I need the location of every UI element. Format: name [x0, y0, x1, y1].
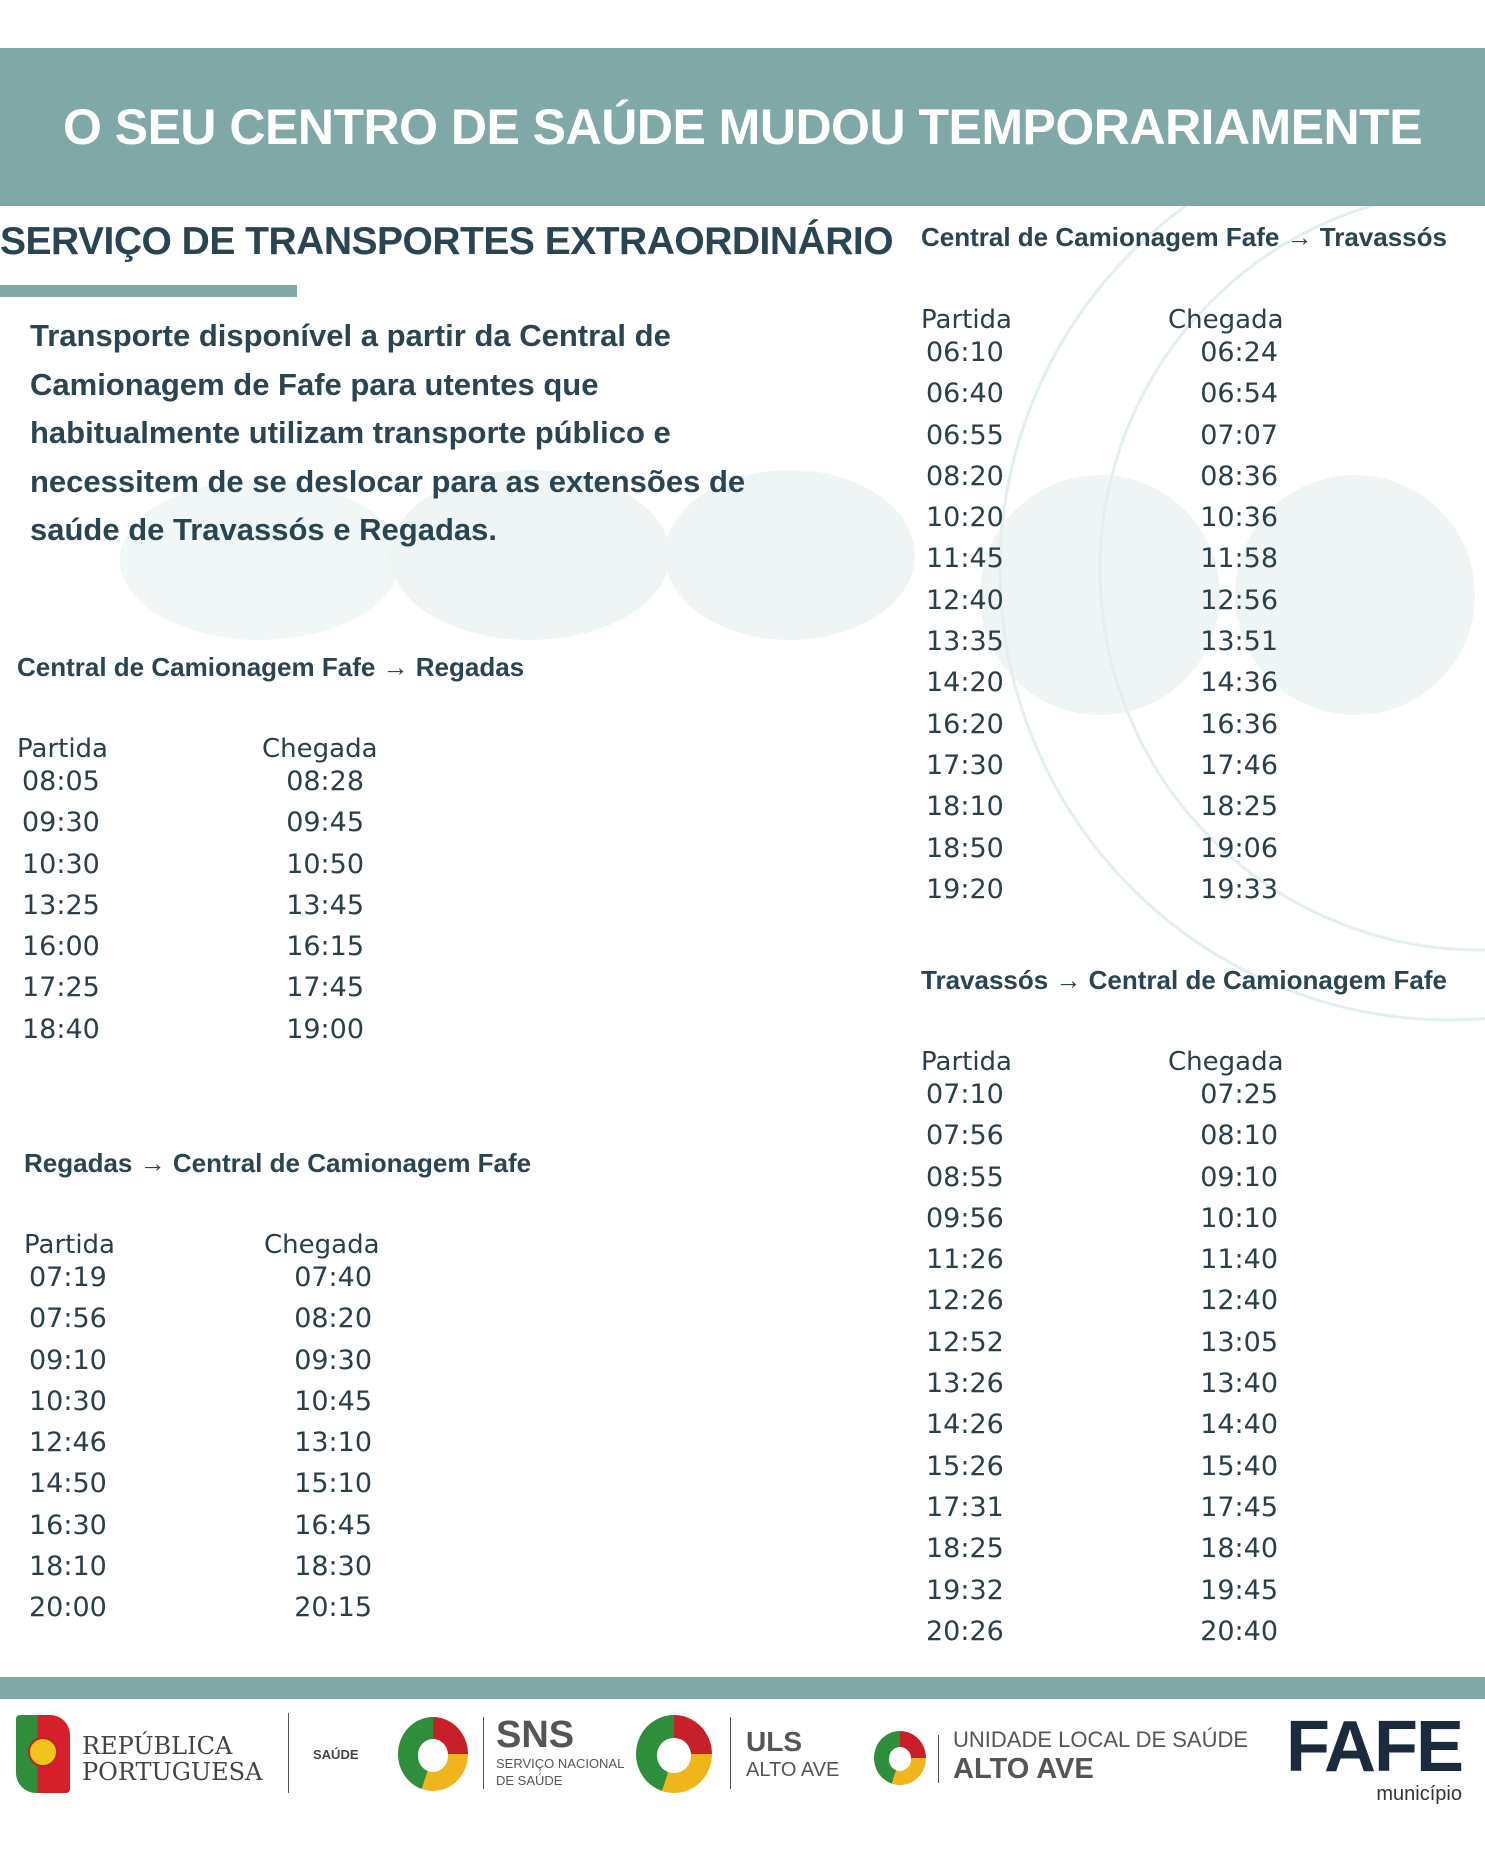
table-row	[921, 1162, 1278, 1203]
arrival-time: 13:10	[294, 1427, 372, 1459]
arrival-time: 15:10	[294, 1468, 372, 1500]
departure-time: 13:25	[22, 889, 100, 921]
arrival-time: 09:10	[1200, 1161, 1278, 1193]
table-row	[921, 1327, 1278, 1368]
uls-logo	[746, 1727, 839, 1783]
table-row	[921, 626, 1278, 667]
departure-time: 17:31	[926, 1491, 1004, 1523]
schedule-title: Regadas → Central de Camionagem Fafe	[24, 1148, 532, 1178]
arrival-header: Chegada	[1168, 1047, 1284, 1077]
arrival-header: Chegada	[1168, 305, 1284, 335]
departure-time: 14:20	[926, 667, 1004, 699]
divider	[483, 1717, 484, 1789]
departure-header: Partida	[921, 1047, 1012, 1077]
departure-time: 20:26	[926, 1615, 1004, 1647]
uls-alto-ave-logo-icon	[874, 1731, 926, 1785]
table-row	[921, 791, 1278, 832]
logo-text: DE SAÚDE	[496, 1773, 563, 1788]
footer-bar	[0, 1677, 1485, 1699]
departure-time: 12:52	[926, 1326, 1004, 1358]
table-row	[17, 807, 364, 848]
fafe-municipio-logo	[1272, 1707, 1462, 1806]
table-row	[921, 1409, 1278, 1450]
logo-text: SNS	[496, 1714, 575, 1756]
arrival-time: 08:10	[1200, 1120, 1278, 1152]
logo-text: ALTO AVE	[746, 1759, 840, 1781]
table-row	[921, 420, 1278, 461]
table-row	[921, 1451, 1278, 1492]
arrival-time: 09:30	[294, 1344, 372, 1376]
arrival-time: 12:40	[1200, 1285, 1278, 1317]
table-row	[921, 667, 1278, 708]
table-row	[921, 1203, 1278, 1244]
table-row	[24, 1303, 372, 1344]
arrival-time: 13:40	[1200, 1368, 1278, 1400]
logo-text: ULS	[746, 1726, 802, 1757]
departure-time: 15:26	[926, 1450, 1004, 1482]
departure-time: 13:35	[926, 626, 1004, 658]
departure-time: 06:10	[926, 337, 1004, 368]
table-row	[17, 931, 364, 972]
arrival-time: 18:25	[1200, 791, 1278, 823]
table-row	[921, 585, 1278, 626]
logo-text: FAFE	[1285, 1707, 1462, 1787]
logo-text: SERVIÇO NACIONAL	[496, 1756, 625, 1771]
departure-time: 07:19	[29, 1262, 107, 1293]
departure-time: 19:20	[926, 873, 1004, 905]
arrival-time: 10:45	[294, 1385, 372, 1417]
table-row	[24, 1262, 372, 1303]
republica-portuguesa-logo	[82, 1733, 262, 1785]
arrival-time: 10:10	[1200, 1202, 1278, 1234]
departure-time: 18:10	[926, 791, 1004, 823]
departure-time: 10:30	[22, 848, 100, 880]
arrival-time: 16:45	[294, 1509, 372, 1541]
schedule-title: Central de Camionagem Fafe → Travassós	[921, 222, 1447, 252]
unidade-local-logo	[953, 1727, 1248, 1785]
arrival-time: 20:40	[1200, 1615, 1278, 1647]
table-row	[921, 378, 1278, 419]
departure-time: 17:25	[22, 972, 100, 1004]
departure-time: 18:10	[29, 1551, 107, 1583]
departure-time: 17:30	[926, 749, 1004, 781]
table-row	[921, 833, 1278, 874]
divider	[288, 1713, 289, 1793]
logo-text: município	[1376, 1783, 1462, 1805]
departure-time: 07:56	[926, 1120, 1004, 1152]
arrival-time: 16:15	[286, 931, 364, 963]
intro-text: Transporte disponível a partir da Central de Camionagem de Fafe para utentes que habitualmente utilizam transporte público e necessitem de se deslocar para as extensões de saúde de Travassós e Regadas.	[30, 318, 746, 547]
departure-time: 16:00	[22, 931, 100, 963]
departure-time: 08:55	[926, 1161, 1004, 1193]
table-row	[921, 543, 1278, 584]
arrival-time: 19:00	[286, 1013, 364, 1045]
divider	[730, 1717, 731, 1789]
table-row	[921, 874, 1278, 915]
departure-header: Partida	[921, 305, 1012, 335]
table-row	[17, 890, 364, 931]
title-underline	[0, 285, 297, 297]
departure-time: 14:50	[29, 1468, 107, 1500]
schedule-title: Central de Camionagem Fafe → Regadas	[17, 652, 525, 682]
departure-time: 12:40	[926, 584, 1004, 616]
departure-time: 12:46	[29, 1427, 107, 1459]
departure-time: 06:55	[926, 419, 1004, 451]
departure-time: 08:05	[22, 766, 100, 797]
arrival-time: 14:40	[1200, 1409, 1278, 1441]
table-row	[921, 750, 1278, 791]
table-row	[17, 972, 364, 1013]
departure-time: 11:45	[926, 543, 1004, 575]
table-row	[921, 337, 1278, 378]
departure-time: 10:20	[926, 502, 1004, 534]
saude-label: SAÚDE	[313, 1747, 359, 1762]
arrival-time: 19:06	[1200, 832, 1278, 864]
schedule-regadas-fafe	[24, 1148, 532, 1624]
departure-time: 12:26	[926, 1285, 1004, 1317]
arrival-time: 15:40	[1200, 1450, 1278, 1482]
divider	[938, 1735, 939, 1783]
arrival-time: 08:36	[1200, 460, 1278, 492]
arrival-time: 20:15	[294, 1592, 372, 1624]
departure-time: 09:10	[29, 1344, 107, 1376]
departure-time: 20:00	[29, 1592, 107, 1624]
table-row	[921, 1533, 1278, 1574]
arrival-header: Chegada	[264, 1230, 380, 1260]
departure-time: 18:25	[926, 1533, 1004, 1565]
schedule-title: Travassós → Central de Camionagem Fafe	[921, 965, 1447, 995]
departure-header: Partida	[24, 1230, 115, 1260]
arrival-time: 17:46	[1200, 749, 1278, 781]
table-row	[24, 1592, 372, 1633]
table-row	[921, 1079, 1278, 1120]
departure-time: 08:20	[926, 460, 1004, 492]
table-row	[921, 1616, 1278, 1657]
table-row	[921, 1575, 1278, 1616]
departure-time: 09:30	[22, 807, 100, 839]
arrival-time: 12:56	[1200, 584, 1278, 616]
sns-logo-icon	[398, 1717, 468, 1791]
portugal-flag-logo	[16, 1715, 70, 1793]
arrival-time: 17:45	[286, 972, 364, 1004]
table-row	[24, 1386, 372, 1427]
arrival-time: 19:45	[1200, 1574, 1278, 1606]
departure-time: 11:26	[926, 1244, 1004, 1276]
footer-logos	[0, 1705, 1485, 1815]
uls-logo-icon	[636, 1715, 712, 1793]
arrival-time: 08:20	[294, 1303, 372, 1335]
departure-header: Partida	[17, 734, 108, 764]
departure-time: 07:56	[29, 1303, 107, 1335]
arrival-time: 17:45	[1200, 1491, 1278, 1523]
arrival-time: 13:45	[286, 889, 364, 921]
table-row	[921, 502, 1278, 543]
table-row	[921, 709, 1278, 750]
table-row	[17, 766, 364, 807]
schedule-travassos-fafe	[921, 965, 1447, 1647]
table-row	[921, 1120, 1278, 1161]
arrival-time: 06:24	[1200, 337, 1278, 368]
arrival-time: 07:07	[1200, 419, 1278, 451]
arrival-time: 14:36	[1200, 667, 1278, 699]
logo-text: PORTUGUESA	[82, 1758, 263, 1786]
arrival-time: 13:05	[1200, 1326, 1278, 1358]
logo-text: ALTO AVE	[953, 1753, 1094, 1785]
table-row	[921, 1285, 1278, 1326]
arrival-header: Chegada	[262, 734, 378, 764]
departure-time: 10:30	[29, 1385, 107, 1417]
page-title: O SEU CENTRO DE SAÚDE MUDOU TEMPORARIAMENTE	[62, 99, 1423, 155]
table-row	[24, 1427, 372, 1468]
table-row	[921, 1244, 1278, 1285]
arrival-time: 19:33	[1200, 873, 1278, 905]
arrival-time: 07:40	[294, 1262, 372, 1293]
table-row	[921, 1368, 1278, 1409]
table-row	[24, 1551, 372, 1592]
departure-time: 18:40	[22, 1013, 100, 1045]
arrival-time: 09:45	[286, 807, 364, 839]
table-row	[921, 461, 1278, 502]
table-row	[17, 849, 364, 890]
arrival-time: 18:30	[294, 1551, 372, 1583]
coat-of-arms-icon	[28, 1737, 58, 1767]
departure-time: 13:26	[926, 1368, 1004, 1400]
table-row	[921, 1492, 1278, 1533]
arrival-time: 13:51	[1200, 626, 1278, 658]
departure-time: 16:20	[926, 708, 1004, 740]
departure-time: 18:50	[926, 832, 1004, 864]
header-banner	[0, 48, 1485, 206]
table-row	[24, 1468, 372, 1509]
arrival-time: 06:54	[1200, 378, 1278, 410]
departure-time: 16:30	[29, 1509, 107, 1541]
table-row	[17, 1014, 364, 1055]
sns-logo	[496, 1715, 624, 1789]
arrival-time: 08:28	[286, 766, 364, 797]
logo-text: UNIDADE LOCAL DE SAÚDE	[953, 1727, 1249, 1752]
arrival-time: 18:40	[1200, 1533, 1278, 1565]
departure-time: 06:40	[926, 378, 1004, 410]
table-row	[24, 1510, 372, 1551]
table-row	[24, 1345, 372, 1386]
departure-time: 09:56	[926, 1202, 1004, 1234]
arrival-time: 10:50	[286, 848, 364, 880]
arrival-time: 11:58	[1200, 543, 1278, 575]
logo-text: REPÚBLICA	[82, 1732, 233, 1760]
arrival-time: 11:40	[1200, 1244, 1278, 1276]
departure-time: 14:26	[926, 1409, 1004, 1441]
schedule-fafe-travassos	[921, 222, 1447, 905]
schedule-fafe-regadas	[17, 652, 525, 1045]
departure-time: 19:32	[926, 1574, 1004, 1606]
section-title: SERVIÇO DE TRANSPORTES EXTRAORDINÁRIO	[0, 220, 894, 263]
departure-time: 07:10	[926, 1079, 1004, 1110]
arrival-time: 07:25	[1200, 1079, 1278, 1110]
arrival-time: 10:36	[1200, 502, 1278, 534]
arrival-time: 16:36	[1200, 708, 1278, 740]
